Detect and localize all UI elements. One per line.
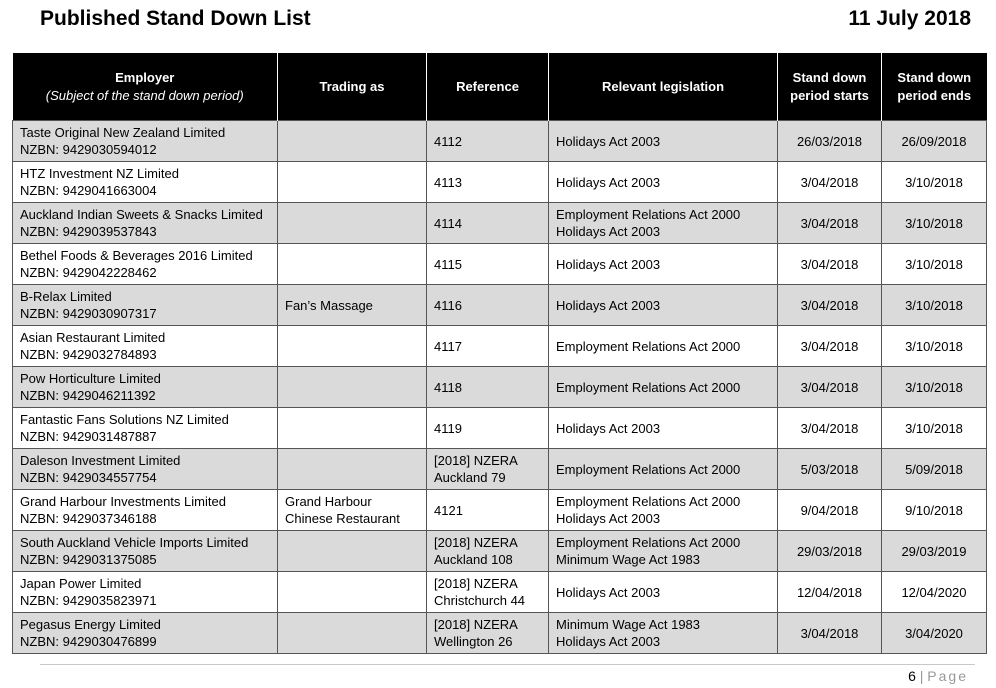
- period-start-cell: 3/04/2018: [778, 162, 882, 203]
- employer-cell: South Auckland Vehicle Imports Limited NZBN: 9429031375085: [13, 531, 278, 572]
- period-start-cell: 3/04/2018: [778, 326, 882, 367]
- employer-cell: Daleson Investment Limited NZBN: 9429034557754: [13, 449, 278, 490]
- period-start-cell: 3/04/2018: [778, 367, 882, 408]
- legislation-cell: Holidays Act 2003: [549, 285, 778, 326]
- table-row: [13, 572, 987, 613]
- reference-cell: 4121: [427, 490, 549, 531]
- employer-cell: Grand Harbour Investments Limited NZBN: 9429037346188: [13, 490, 278, 531]
- legislation-cell: Employment Relations Act 2000: [549, 449, 778, 490]
- table-row: [13, 449, 987, 490]
- period-end-cell: 3/10/2018: [882, 326, 987, 367]
- trading-as-cell: [278, 613, 427, 654]
- period-start-cell: 5/03/2018: [778, 449, 882, 490]
- legislation-cell: Employment Relations Act 2000 Holidays Act 2003: [549, 490, 778, 531]
- reference-cell: [2018] NZERA Auckland 79: [427, 449, 549, 490]
- table-row: [13, 285, 987, 326]
- reference-cell: 4116: [427, 285, 549, 326]
- employer-cell: Japan Power Limited NZBN: 9429035823971: [13, 572, 278, 613]
- table-row: [13, 408, 987, 449]
- period-start-cell: 9/04/2018: [778, 490, 882, 531]
- table-row: [13, 531, 987, 572]
- trading-as-cell: [278, 244, 427, 285]
- page-number: 6 | Page: [908, 668, 968, 684]
- reference-cell: 4115: [427, 244, 549, 285]
- stand-down-table: [12, 53, 987, 654]
- table-header-row: [13, 53, 987, 121]
- reference-cell: [2018] NZERA Wellington 26: [427, 613, 549, 654]
- period-end-cell: 3/10/2018: [882, 408, 987, 449]
- table-row: [13, 203, 987, 244]
- table-row: [13, 162, 987, 203]
- employer-cell: Auckland Indian Sweets & Snacks Limited NZBN: 9429039537843: [13, 203, 278, 244]
- page-title: Published Stand Down List: [40, 7, 311, 30]
- trading-as-cell: [278, 203, 427, 244]
- legislation-cell: Employment Relations Act 2000: [549, 367, 778, 408]
- employer-cell: Pow Horticulture Limited NZBN: 9429046211392: [13, 367, 278, 408]
- period-end-cell: 26/09/2018: [882, 121, 987, 162]
- header-reference: Reference: [427, 53, 549, 121]
- legislation-cell: Employment Relations Act 2000 Minimum Wage Act 1983: [549, 531, 778, 572]
- period-end-cell: 9/10/2018: [882, 490, 987, 531]
- trading-as-cell: [278, 326, 427, 367]
- trading-as-cell: [278, 162, 427, 203]
- table-row: [13, 613, 987, 654]
- legislation-cell: Holidays Act 2003: [549, 408, 778, 449]
- trading-as-cell: Fan’s Massage: [278, 285, 427, 326]
- trading-as-cell: [278, 449, 427, 490]
- employer-cell: Pegasus Energy Limited NZBN: 9429030476899: [13, 613, 278, 654]
- period-end-cell: 29/03/2019: [882, 531, 987, 572]
- trading-as-cell: [278, 572, 427, 613]
- reference-cell: 4112: [427, 121, 549, 162]
- document-date: 11 July 2018: [848, 7, 971, 30]
- header-employer: Employer (Subject of the stand down period): [13, 53, 278, 121]
- employer-cell: Taste Original New Zealand Limited NZBN: 9429030594012: [13, 121, 278, 162]
- period-end-cell: 12/04/2020: [882, 572, 987, 613]
- period-end-cell: 5/09/2018: [882, 449, 987, 490]
- period-start-cell: 3/04/2018: [778, 285, 882, 326]
- period-start-cell: 29/03/2018: [778, 531, 882, 572]
- period-end-cell: 3/10/2018: [882, 367, 987, 408]
- period-start-cell: 3/04/2018: [778, 408, 882, 449]
- employer-cell: HTZ Investment NZ Limited NZBN: 9429041663004: [13, 162, 278, 203]
- table-row: [13, 490, 987, 531]
- footer-divider: [40, 664, 975, 665]
- employer-cell: Bethel Foods & Beverages 2016 Limited NZBN: 9429042228462: [13, 244, 278, 285]
- legislation-cell: Employment Relations Act 2000: [549, 326, 778, 367]
- legislation-cell: Minimum Wage Act 1983 Holidays Act 2003: [549, 613, 778, 654]
- header-trading-as: Trading as: [278, 53, 427, 121]
- period-start-cell: 12/04/2018: [778, 572, 882, 613]
- trading-as-cell: [278, 121, 427, 162]
- period-end-cell: 3/10/2018: [882, 244, 987, 285]
- period-start-cell: 26/03/2018: [778, 121, 882, 162]
- table-row: [13, 367, 987, 408]
- table-row: [13, 244, 987, 285]
- legislation-cell: Holidays Act 2003: [549, 572, 778, 613]
- reference-cell: [2018] NZERA Auckland 108: [427, 531, 549, 572]
- period-end-cell: 3/10/2018: [882, 162, 987, 203]
- table-row: [13, 326, 987, 367]
- header-period-starts: Stand down period starts: [778, 53, 882, 121]
- period-start-cell: 3/04/2018: [778, 203, 882, 244]
- trading-as-cell: Grand Harbour Chinese Restaurant: [278, 490, 427, 531]
- legislation-cell: Holidays Act 2003: [549, 244, 778, 285]
- legislation-cell: Employment Relations Act 2000 Holidays Act 2003: [549, 203, 778, 244]
- employer-cell: Fantastic Fans Solutions NZ Limited NZBN: 9429031487887: [13, 408, 278, 449]
- header-legislation: Relevant legislation: [549, 53, 778, 121]
- reference-cell: [2018] NZERA Christchurch 44: [427, 572, 549, 613]
- trading-as-cell: [278, 531, 427, 572]
- period-end-cell: 3/10/2018: [882, 285, 987, 326]
- employer-cell: Asian Restaurant Limited NZBN: 9429032784893: [13, 326, 278, 367]
- reference-cell: 4117: [427, 326, 549, 367]
- period-end-cell: 3/10/2018: [882, 203, 987, 244]
- period-end-cell: 3/04/2020: [882, 613, 987, 654]
- reference-cell: 4114: [427, 203, 549, 244]
- legislation-cell: Holidays Act 2003: [549, 121, 778, 162]
- header-period-ends: Stand down period ends: [882, 53, 987, 121]
- trading-as-cell: [278, 367, 427, 408]
- trading-as-cell: [278, 408, 427, 449]
- employer-cell: B-Relax Limited NZBN: 9429030907317: [13, 285, 278, 326]
- reference-cell: 4113: [427, 162, 549, 203]
- period-start-cell: 3/04/2018: [778, 244, 882, 285]
- reference-cell: 4118: [427, 367, 549, 408]
- legislation-cell: Holidays Act 2003: [549, 162, 778, 203]
- reference-cell: 4119: [427, 408, 549, 449]
- period-start-cell: 3/04/2018: [778, 613, 882, 654]
- table-row: [13, 121, 987, 162]
